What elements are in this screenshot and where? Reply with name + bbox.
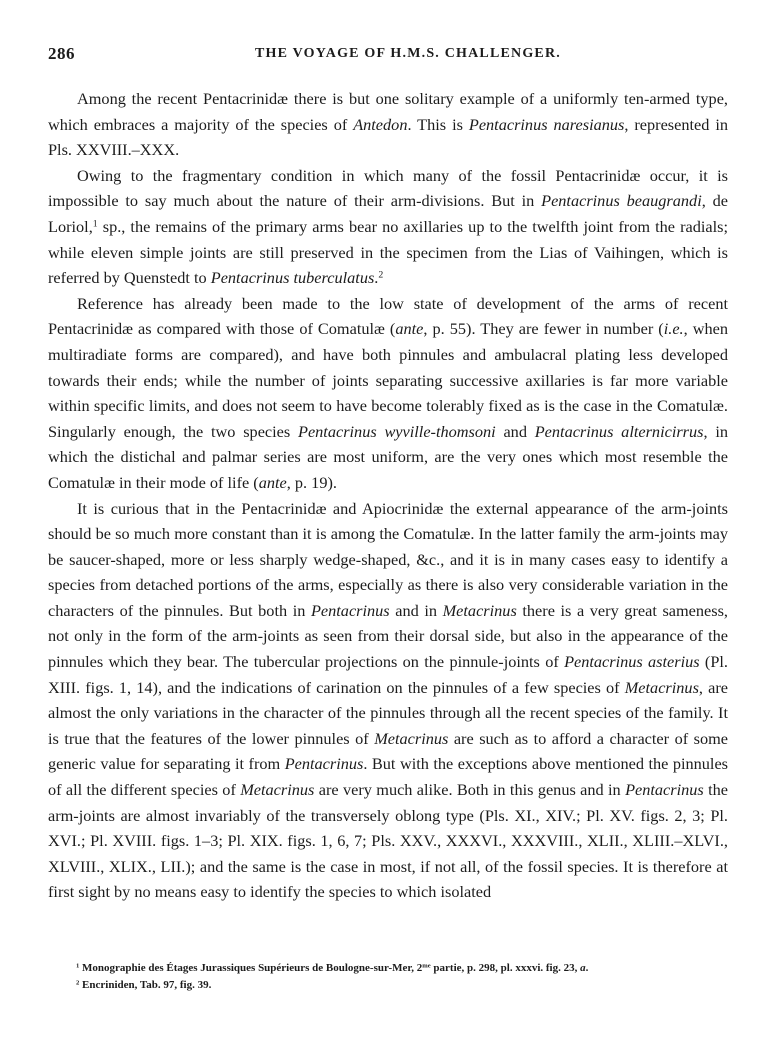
italic-term: Metacrinus (442, 600, 517, 620)
text-run: and in (389, 600, 443, 620)
text-run: (Pl. XIII. figs. 1, 14), and the indications of carination on the pinnules of a few species of (48, 652, 728, 697)
text-run: , in which the distichal and palmar series are most uniform, are the very ones which most resemble the Comatulæ in their mode of life ( (48, 421, 729, 492)
text-run: , are almost the only variations in the character of the pinnules through all the recent species of the family. It is true that the features of the lower pinnules of (48, 677, 729, 748)
italic-term: Pentacrinus asterius (564, 652, 700, 672)
italic-term: ante (395, 319, 424, 339)
text-run: . But with the exceptions above mentioned the pinnules of all the different species of (48, 754, 729, 800)
text-run: Owing to the fragmentary condition in which many of the fossil Pentacrinidæ occur, it is impossible to say much about the nature of their arm-divisions. But in (48, 165, 728, 211)
italic-term: a (580, 962, 586, 974)
text-run: . (585, 962, 589, 974)
text-run: , represented in Pls. XXVIII.–XXX. (48, 114, 729, 160)
text-run: partie, p. 298, pl. xxxvi. fig. 23, (430, 962, 581, 974)
text-run: It is curious that in the Pentacrinidæ and Apiocrinidæ the external appearance of the arm-joints should be so much more constant than it is among the Comatulæ. In the latter family the arm-joints may be saucer-shaped, more or less sharply wedge-shaped, &c., and it is in many cases easy to identify a species from detached portions of the arms, especially as there is also very considerable variation in the characters of the pinnules. But both in (48, 498, 728, 620)
italic-term: Metacrinus (240, 780, 315, 800)
footnote-marker: 2 (76, 979, 80, 987)
italic-term: Pentacrinus (310, 600, 390, 620)
italic-term: i.e. (663, 319, 684, 339)
italic-term: Pentacrinus tuberculatus (210, 268, 375, 288)
footnote-marker: 2 (378, 269, 384, 281)
body-text (48, 86, 728, 905)
text-run: sp., the remains of the primary arms bear no axillaries up to the twelfth joint from the radials; while eleven simple joints are still preserved in the specimen from the Lias of Vaihingen, which is referred by Quenstedt to (48, 216, 728, 288)
footnote-marker: 1 (92, 218, 98, 230)
italic-term: Pentacrinus (284, 754, 364, 774)
paragraph (48, 163, 728, 291)
text-run: . This is (407, 114, 469, 134)
text-run: are very much alike. Both in this genus and in (314, 780, 626, 800)
italic-term: Metacrinus (624, 677, 699, 697)
text-run: , p. 55). They are fewer in number ( (423, 319, 664, 339)
paragraph (48, 291, 728, 496)
text-run: Encriniden, Tab. 97, fig. 39. (79, 979, 212, 991)
text-run: , p. 19). (286, 472, 337, 492)
footnote (48, 960, 728, 977)
footnote-marker: 1 (76, 962, 80, 970)
text-run: , de Loriol, (48, 191, 728, 236)
text-run: , when multiradiate forms are compared), and have both pinnules and ambulacral plating less developed towards their ends; while the number of joints separating successive axillaries is far more variable within specific limits, and does not seem to have become tolerably fixed as is the case in the Comatulæ. Singularly enough, the two species (48, 319, 729, 441)
italic-term: ante (258, 472, 287, 492)
text-run: Reference has already been made to the low state of development of the arms of recent Pentacrinidæ as compared with those of Comatulæ ( (48, 293, 728, 339)
footnotes (48, 960, 728, 994)
italic-term: Pentacrinus wyville-thomsoni (298, 421, 496, 441)
text-run: the arm-joints are almost invariably of the transversely oblong type (Pls. XI., XIV.; Pl. XV. figs. 2, 3; Pl. XVI.; Pl. XVIII. figs. 1–3; Pl. XIX. figs. 1, 6, 7; Pls. XXV., XXXVI., XXXVIII., XLII., XLIII.–XLVI., XLVIII., XLIX., LII.); and the same is the case in most, if not all, of the fossil species. It is therefore at first sight by no means easy to identify the species to which isolated (48, 780, 729, 902)
italic-term: Pentacrinus alternicirrus (534, 421, 704, 441)
italic-term: Pentacrinus (625, 780, 704, 800)
italic-term: Antedon (353, 114, 408, 134)
text-run: . (374, 268, 379, 288)
italic-term: Metacrinus (374, 728, 449, 748)
text-run: and (495, 421, 535, 441)
running-title: THE VOYAGE OF H.M.S. CHALLENGER. (255, 46, 561, 61)
footnote-marker: me (422, 962, 431, 970)
text-run: are such as to afford a character of some generic value for separating it from (48, 728, 728, 774)
text-run: Among the recent Pentacrinidæ there is but one solitary example of a uniformly ten-armed type, which embraces a majority of the species of (48, 89, 728, 134)
italic-term: Pentacrinus beaugrandi (541, 191, 702, 211)
text-run: there is a very great sameness, not only in the form of the arm-joints as seen from their dorsal side, but also in the appearance of the pinnules which they bear. The tubercular projections on the pinnule-joints of (48, 600, 729, 672)
footnote (48, 977, 728, 994)
page-number: 286 (48, 44, 75, 63)
italic-term: Pentacrinus naresianus (468, 114, 625, 134)
paragraph (48, 496, 728, 906)
paragraph (48, 86, 728, 163)
page-header (48, 44, 728, 68)
text-run: Monographie des Étages Jurassiques Supérieurs de Boulogne-sur-Mer, 2 (79, 962, 423, 974)
